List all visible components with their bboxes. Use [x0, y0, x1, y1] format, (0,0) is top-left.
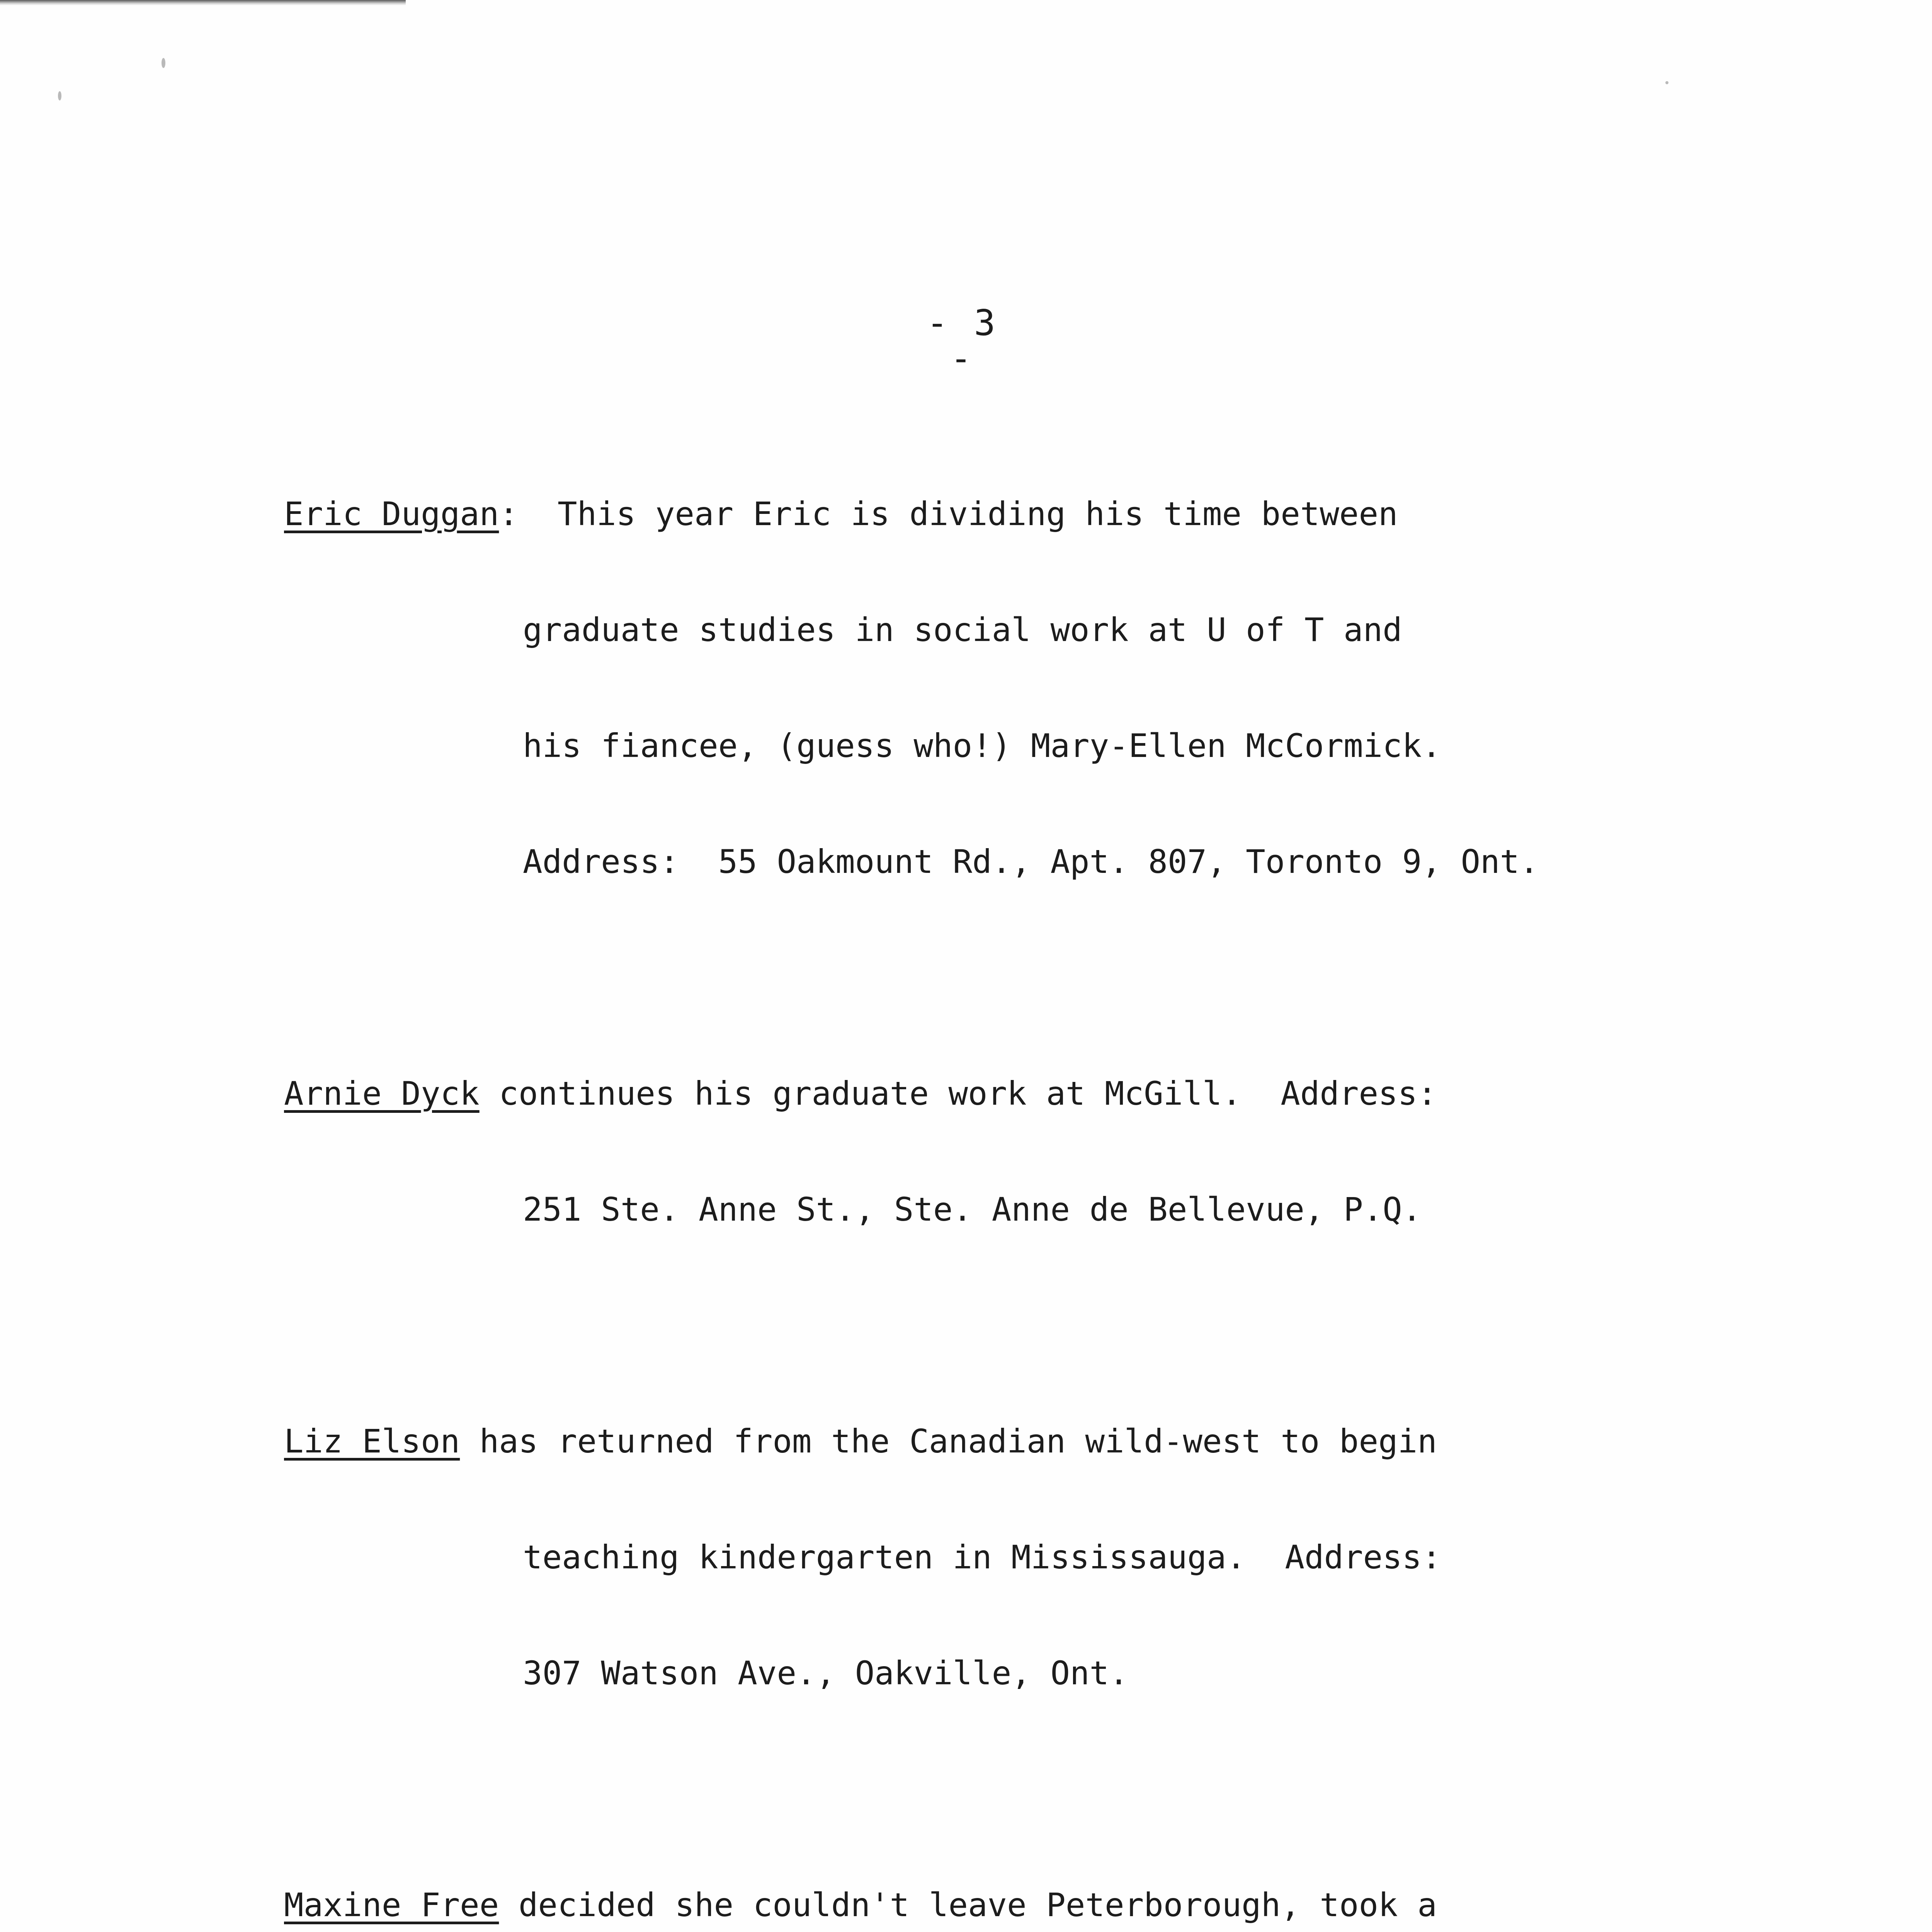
entry-text: : This year Eric is dividing his time between [499, 495, 1398, 533]
paper-speck [162, 58, 165, 68]
page-number: - 3 - [926, 302, 998, 379]
entry-arnie-dyck [284, 997, 1907, 1306]
entry-line: 251 Ste. Anne St., Ste. Anne de Bellevue, P.Q. [523, 1190, 1422, 1228]
entry-line: graduate studies in social work at U of T and [523, 611, 1402, 649]
entry-liz-elson [284, 1345, 1907, 1770]
entry-text: continues his graduate work at McGill. Address: [479, 1075, 1437, 1112]
entry-name: Maxine Free [284, 1886, 499, 1924]
entry-line: his fiancee, (guess who!) Mary-Ellen McCormick. [523, 727, 1441, 765]
scan-edge-shadow [0, 0, 406, 5]
entry-text: has returned from the Canadian wild-west to begin [460, 1422, 1437, 1460]
entry-line: teaching kindergarten in Mississauga. Address: [523, 1538, 1441, 1576]
entry-name: Arnie Dyck [284, 1075, 480, 1112]
entry-name: Eric Duggan [284, 495, 499, 533]
entry-text: decided she couldn't leave Peterborough, took a [499, 1886, 1437, 1924]
paper-speck [58, 91, 61, 100]
entry-line: 307 Watson Ave., Oakville, Ont. [523, 1654, 1129, 1692]
entry-name: Liz Elson [284, 1422, 460, 1460]
paper-speck [1665, 81, 1668, 84]
entry-line: Address: 55 Oakmount Rd., Apt. 807, Toronto 9, Ont. [523, 843, 1539, 881]
alumni-entries [284, 417, 1907, 1932]
entry-maxine-free [284, 1808, 1907, 1932]
entry-eric-duggan [284, 417, 1907, 958]
